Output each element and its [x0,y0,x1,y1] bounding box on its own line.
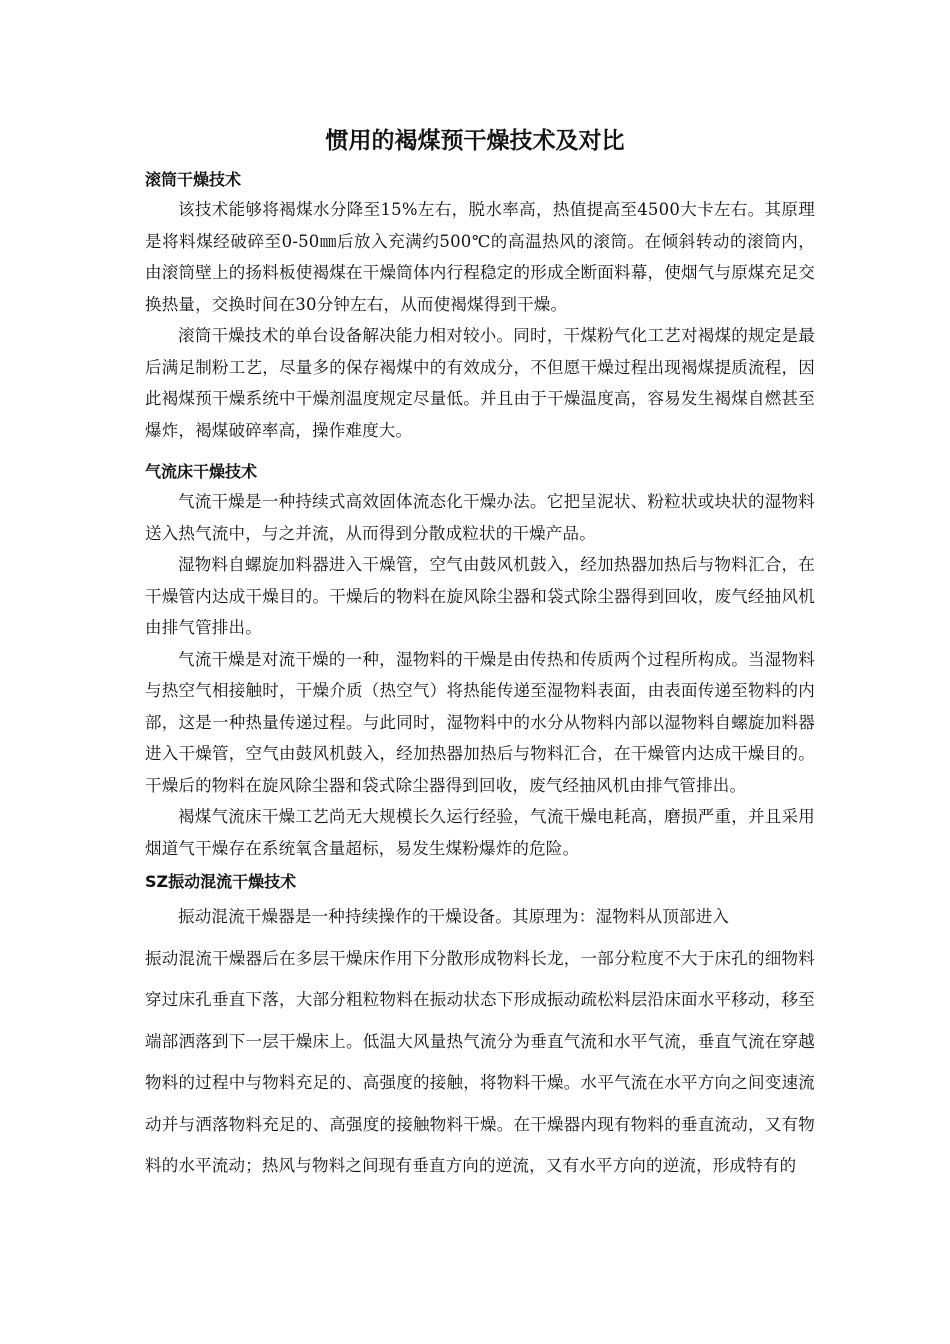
paragraph: 气流干燥是对流干燥的一种，湿物料的干燥是由传热和传质两个过程所构成。当湿物料与热空气相接触时，干燥介质（热空气）将热能传递至湿物料表面，由表面传递至物料的内部，这是一种热量传递过程。与此同时，湿物料中的水分从物料内部以湿物料自螺旋加料器进入干燥管，空气由鼓风机鼓入，经加热器加热后与物料汇合，在干燥管内达成干燥目的。干燥后的物料在旋风除尘器和袋式除尘器得到回收，废气经抽风机由排气管排出。 [145,649,815,795]
section-airflow-drying [145,458,815,864]
section-heading: SZ振动混流干燥技术 [145,872,297,891]
document-title: 惯用的褐煤预干燥技术及对比 [325,128,625,154]
paragraph: 滚筒干燥技术的单台设备解决能力相对较小。同时，干煤粉气化工艺对褐煤的规定是最后满足制粉工艺，尽量多的保存褐煤中的有效成分，不但愿干燥过程出现褐煤提质流程，因此褐煤预干燥系统中干燥剂温度规定尽量低。并且由于干燥温度高，容易发生褐煤自燃甚至爆炸，褐煤破碎率高，操作难度大。 [145,326,815,440]
section-sz-vibration-drying [145,868,815,1187]
paragraph: 该技术能够将褐煤水分降至15%左右，脱水率高，热值提高至4500大卡左右。其原理是将料煤经破碎至0-50㎜后放入充满约500℃的高温热风的滚筒。在倾斜转动的滚筒内，由滚筒壁上的扬料板使褐煤在干燥筒体内行程稳定的形成全断面料幕，使烟气与原煤充足交换热量，交换时间在30分钟左右，从而使褐煤得到干燥。 [145,200,815,314]
section-heading: 滚筒干燥技术 [145,170,242,189]
paragraph: 褐煤气流床干燥工艺尚无大规模长久运行经验，气流干燥电耗高，磨损严重，并且采用烟道气干燥存在系统氧含量超标，易发生煤粉爆炸的危险。 [145,807,815,858]
paragraph: 湿物料自螺旋加料器进入干燥管，空气由鼓风机鼓入，经加热器加热后与物料汇合，在干燥管内达成干燥目的。干燥后的物料在旋风除尘器和袋式除尘器得到回收，废气经抽风机由排气管排出。 [145,555,815,637]
section-heading: 气流床干燥技术 [145,462,258,481]
paragraph: 振动混流干燥器后在多层干燥床作用下分散形成物料长龙，一部分粒度不大于床孔的细物料穿过床孔垂直下落，大部分粗粒物料在振动状态下形成振动疏松料层沿床面水平移动，移至端部洒落到下一层干燥床上。低温大风量热气流分为垂直气流和水平气流，垂直气流在穿越物料的过程中与物料充足的、高强度的接触，将物料干燥。水平气流在水平方向之间变速流动并与洒落物料充足的、高强度的接触物料干燥。在干燥器内现有物料的垂直流动，又有物料的水平流动；热风与物料之间现有垂直方向的逆流，又有水平方向的逆流，形成特有的 [145,948,815,1175]
paragraph: 气流干燥是一种持续式高效固体流态化干燥办法。它把呈泥状、粉粒状或块状的湿物料送入热气流中，与之并流，从而得到分散成粒状的干燥产品。 [145,492,815,543]
paragraph: 振动混流干燥器是一种持续操作的干燥设备。其原理为：湿物料从顶部进入 [178,907,730,926]
section-drum-drying [145,166,815,446]
